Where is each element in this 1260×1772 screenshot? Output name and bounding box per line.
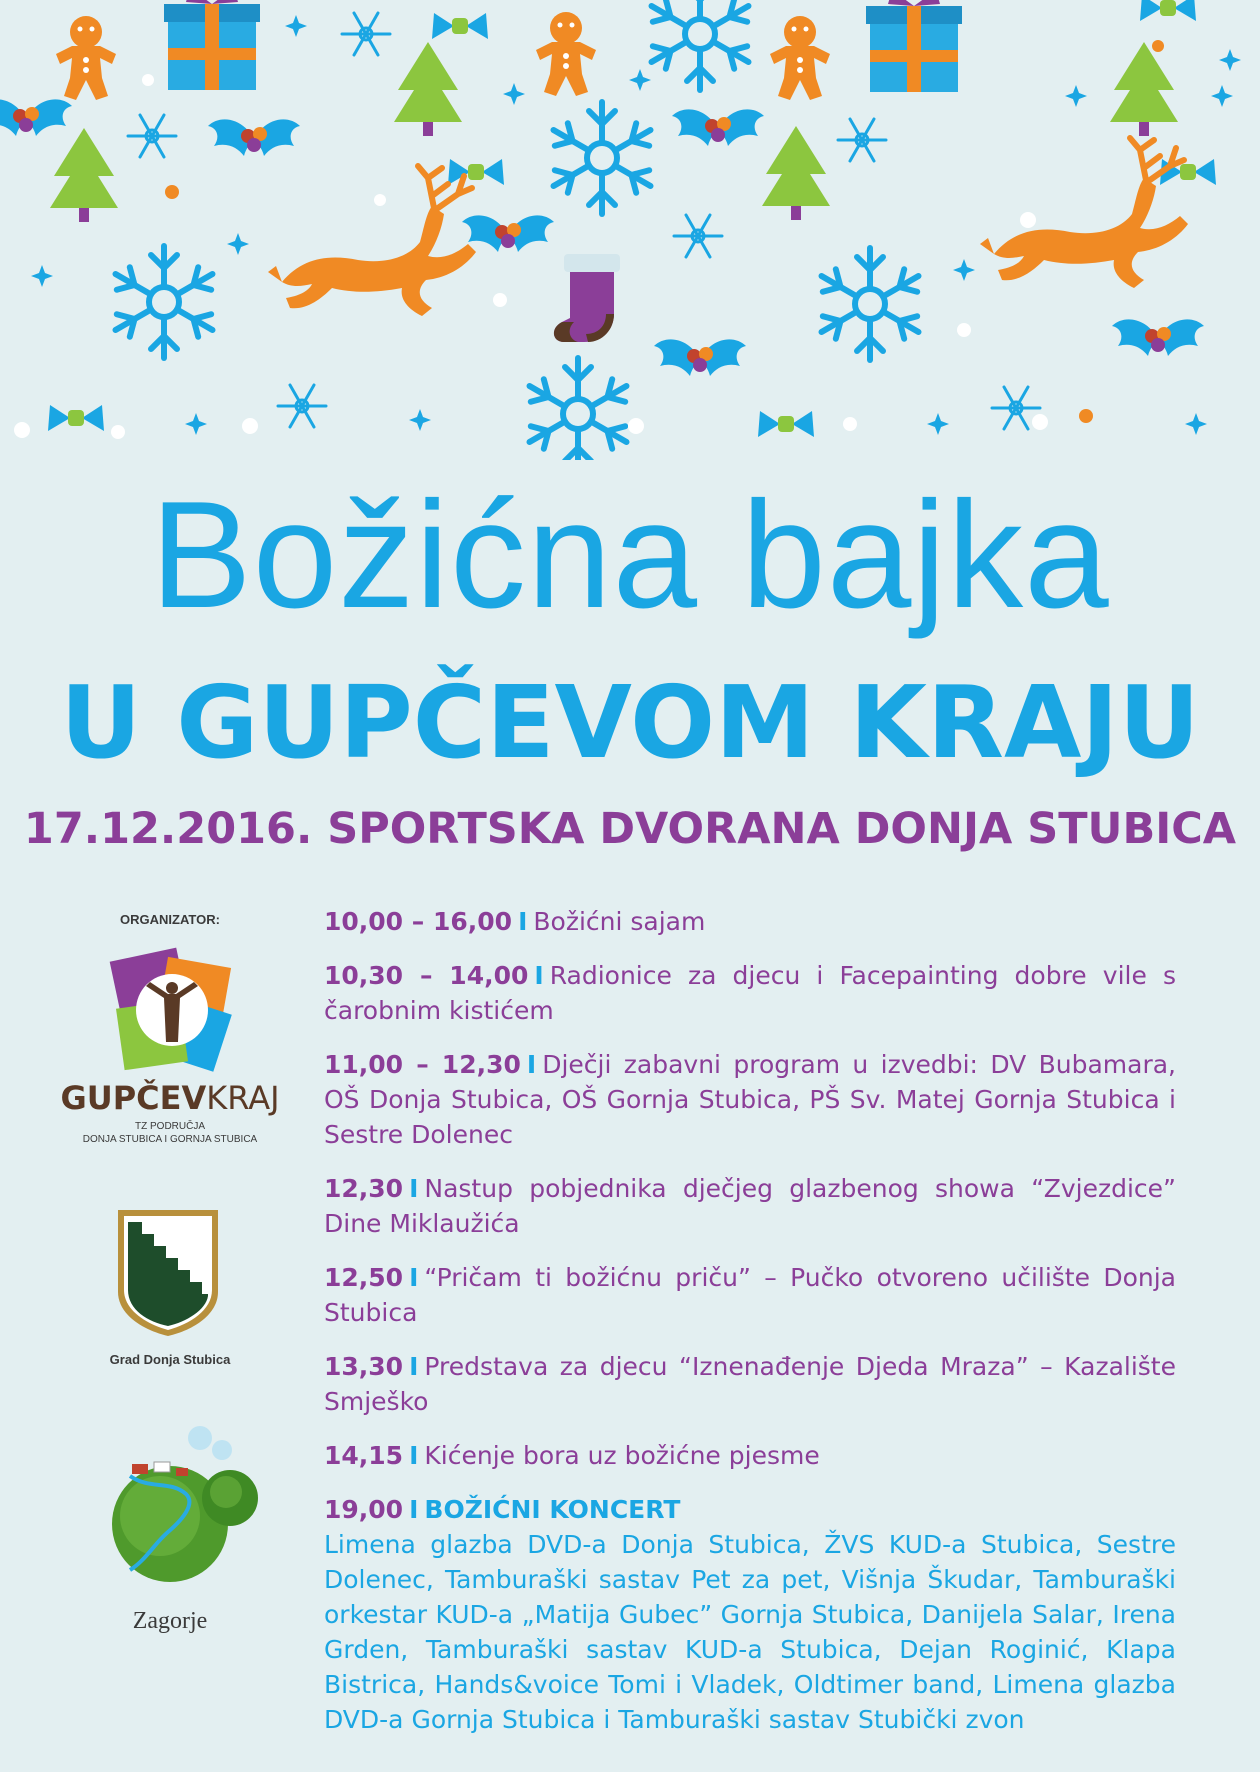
crest-label: Grad Donja Stubica xyxy=(109,1352,231,1367)
program-item: 10,30 – 14,00 I Radionice za djecu i Facepainting dobre vile s čarobnim kistićem xyxy=(324,961,1176,1025)
program-item: 12,30 I Nastup pobjednika dječjeg glazbenog showa “Zvjezdice” Dine Miklaužića xyxy=(324,1174,1176,1238)
donja-stubica-crest xyxy=(116,1208,220,1338)
concert-item: 19,00 I BOŽIĆNI KONCERT Limena glazba DVD-a Donja Stubica, ŽVS KUD-a Stubica, Sestre Dolenec, Tamburaški sastav Pet za pet, Višnja Škudar, Tamburaški orkestar KUD-a „Matija Gubec” Gornja Stubica, Danijela Salar, Irena Grden, Tamburaški sastav KUD-a Stubica, Dejan Roginić, Klapa Bistrica, Hands&voice Tomi i Vladek, Oldtimer band, Limena glazba DVD-a Gornja Stubica i Tamburaški sastav Stubički zvon xyxy=(324,1492,1176,1737)
program-item: 14,15 I Kićenje bora uz božićne pjesme xyxy=(324,1441,820,1470)
concert-performers: Limena glazba DVD-a Donja Stubica, ŽVS KUD-a Stubica, Sestre Dolenec, Tamburaški sastav Pet za pet, Višnja Škudar, Tamburaški orkestar KUD-a „Matija Gubec” Gornja Stubica, Danijela Salar, Irena Grden, Tamburaški sastav KUD-a Stubica, Dejan Roginić, Klapa Bistrica, Hands&voice Tomi i Vladek, Oldtimer band, Limena glazba DVD-a Gornja Stubica i Tamburaški sastav Stubički zvon xyxy=(324,1530,1176,1734)
christmas-pattern xyxy=(0,0,1260,460)
event-date-venue: 17.12.2016. SPORTSKA DVORANA DONJA STUBICA xyxy=(23,804,1237,854)
gupcev-kraj-logo xyxy=(106,946,236,1076)
gupcev-kraj-subtitle: TZ PODRUČJA DONJA STUBICA I GORNJA STUBICA xyxy=(82,1121,258,1145)
program-item: 11,00 – 12,30 I Dječji zabavni program u izvedbi: DV Bubamara, OŠ Donja Stubica, OŠ Gornja Stubica, PŠ Sv. Matej Gornja Stubica i Sestre Dolenec xyxy=(324,1050,1177,1149)
main-title: Božićna bajka xyxy=(150,470,1110,640)
organizer-label: ORGANIZATOR: xyxy=(120,912,220,927)
program-item: 12,50 I “Pričam ti božićnu priču” – Pučko otvoreno učilište Donja Stubica xyxy=(324,1263,1176,1327)
event-program xyxy=(324,904,1176,1756)
program-item: 10,00 – 16,00 I Božićni sajam xyxy=(324,907,706,936)
zagorje-label: Zagorje xyxy=(132,1608,208,1634)
main-subtitle: U GUPČEVOM KRAJU xyxy=(60,664,1200,781)
zagorje-logo xyxy=(100,1420,260,1600)
gupcev-kraj-brand: GUPČEVKRAJ xyxy=(60,1079,280,1117)
program-item: 13,30 I Predstava za djecu “Iznenađenje Djeda Mraza” – Kazalište Smješko xyxy=(324,1352,1176,1416)
